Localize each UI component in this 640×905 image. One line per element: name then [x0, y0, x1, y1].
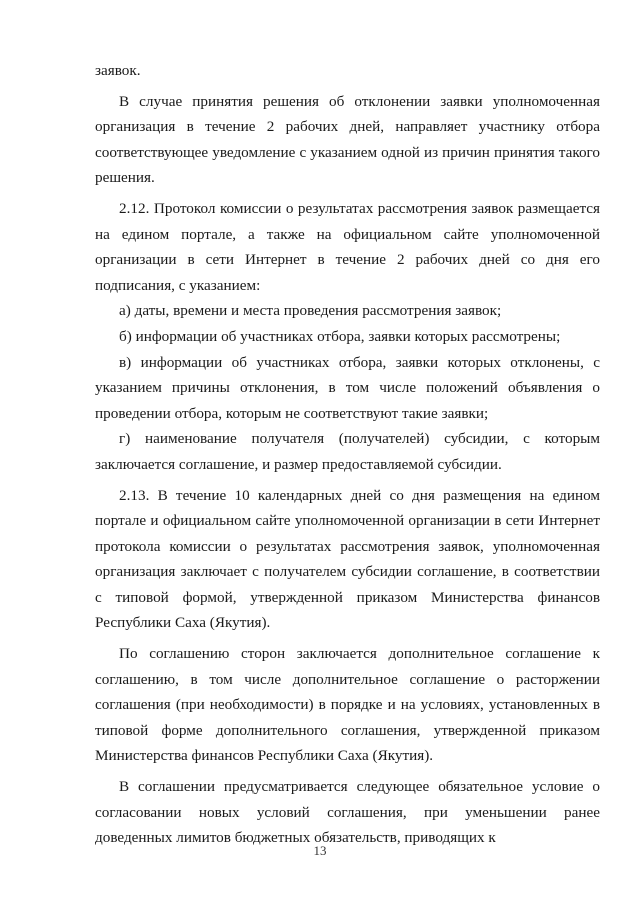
paragraph-2-13: 2.13. В течение 10 календарных дней со дня размещения на едином портале и официальном сайте уполномоченной организации в сети Интернет протокола комиссии о результатах рассмотрения заявок, уполномоченная организация заключает с получателем субсидии соглашение, в соответствии с типовой формой, утвержденной приказом Министерства финансов Республики Саха (Якутия). — [95, 486, 600, 632]
list-item-g: г) наименование получателя (получателей) субсидии, с которым заключается соглашение, и размер предоставляемой субсидии. — [95, 430, 600, 473]
page-number: 13 — [313, 843, 327, 858]
paragraph-rejection-notice: В случае принятия решения об отклонении заявки уполномоченная организация в течение 2 рабочих дней, направляет участнику отбора соответствующее уведомление с указанием одной из причин принятия такого решения. — [95, 92, 600, 187]
list-item-v: в) информации об участниках отбора, заявки которых отклонены, с указанием причины отклонения, в том числе положений объявления о проведении отбора, которым не соответствуют такие заявки; — [95, 353, 600, 422]
paragraph-continuation: заявок. — [95, 62, 141, 79]
list-item-b: б) информации об участниках отбора, заявки которых рассмотрены; — [119, 327, 561, 345]
paragraph-additional-agreement: По соглашению сторон заключается дополнительное соглашение к соглашению, в том числе дополнительное соглашение о расторжении соглашения (при необходимости) в порядке и на условиях, установленных в типовой форме дополнительного соглашения, утвержденной приказом Министерства финансов Республики Саха (Якутия). — [95, 645, 600, 765]
list-item-a: а) даты, времени и места проведения рассмотрения заявок; — [119, 302, 502, 320]
paragraph-mandatory-condition: В соглашении предусматривается следующее обязательное условие о согласовании новых условий соглашения, при уменьшении ранее доведенных лимитов бюджетных обязательств, приводящих к — [95, 778, 600, 847]
document-body — [95, 58, 600, 851]
paragraph-2-12: 2.12. Протокол комиссии о результатах рассмотрения заявок размещается на едином портале, а также на официальном сайте уполномоченной организации в сети Интернет в течение 2 рабочих дней со дня его подписания, с указанием: — [95, 199, 600, 294]
